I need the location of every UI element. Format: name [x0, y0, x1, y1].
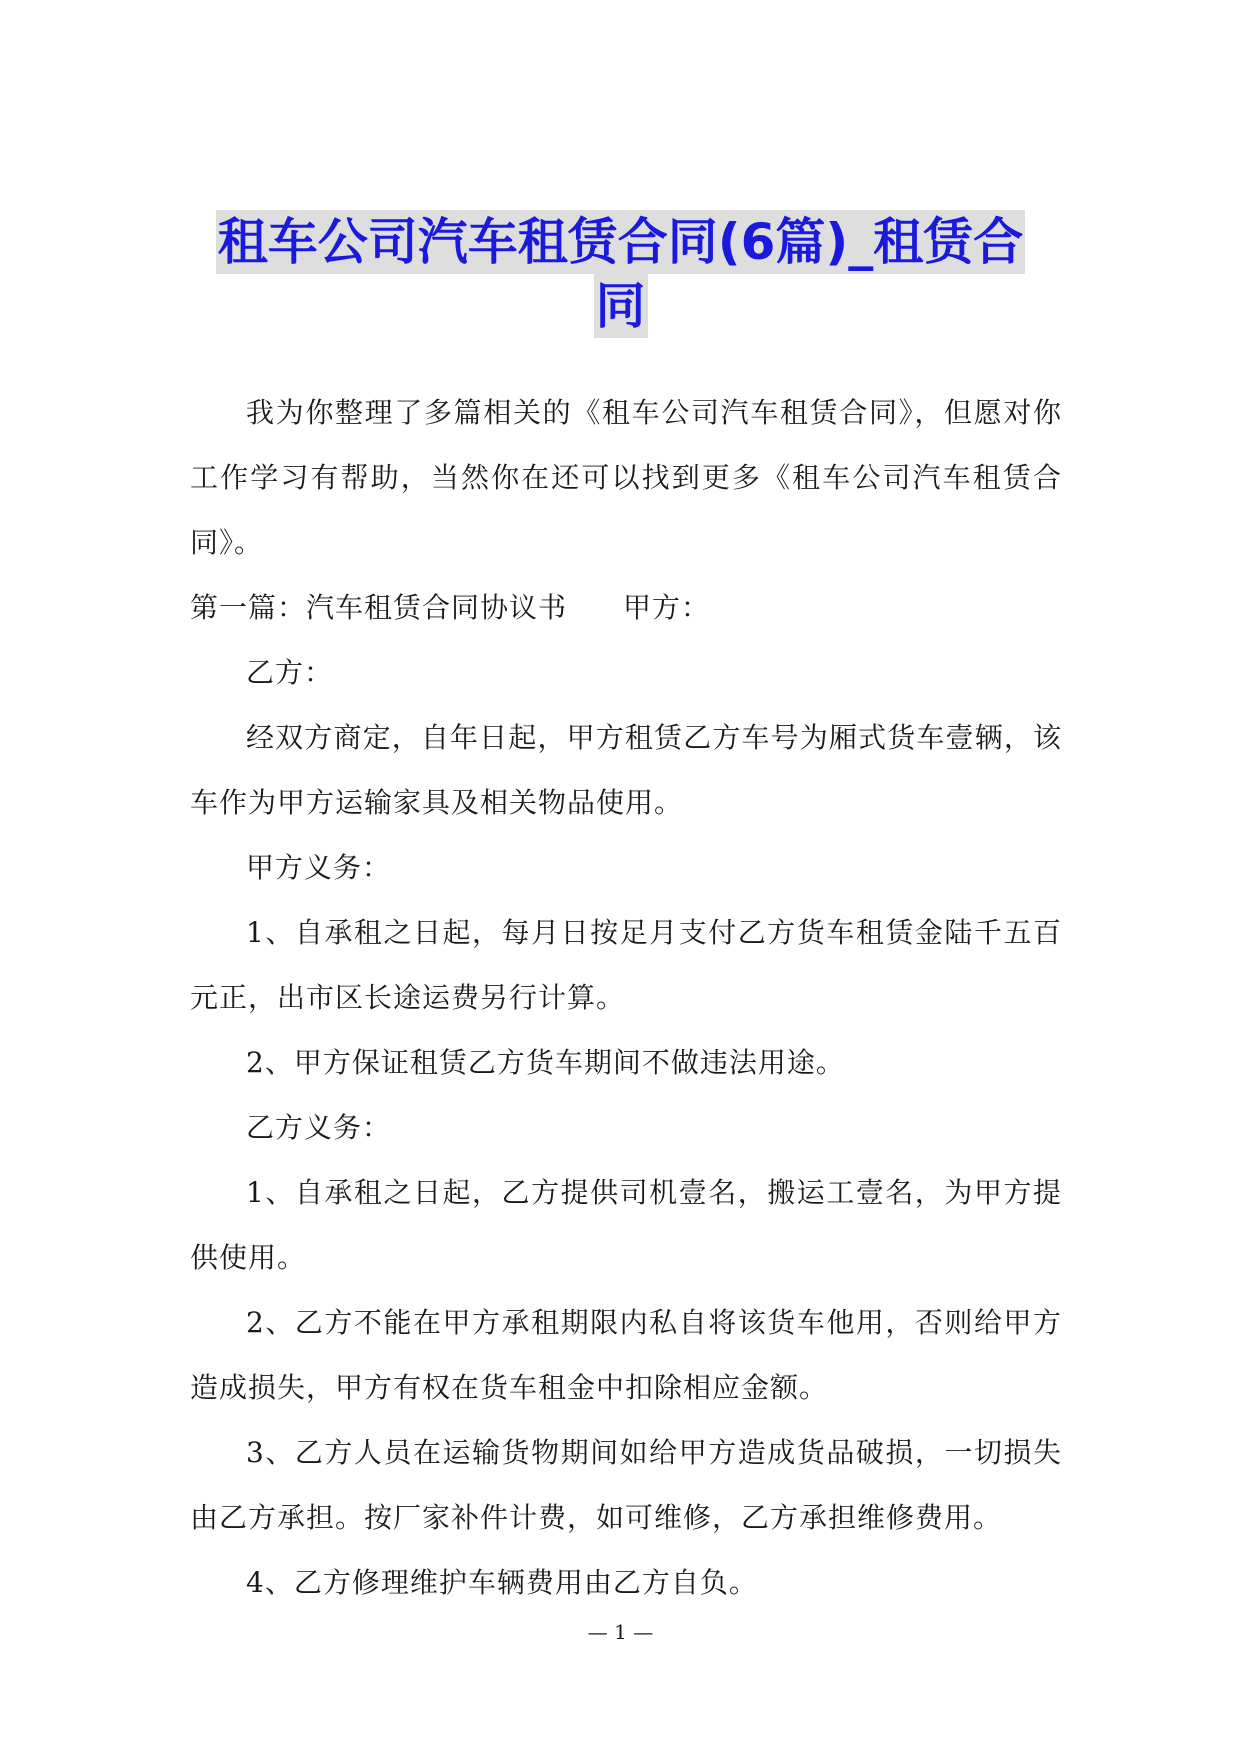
page-number: — 1 — [587, 1620, 654, 1644]
party-a-duties-heading: 甲方义务： [246, 851, 392, 884]
document-title [150, 210, 1091, 338]
title-line-2: 同 [594, 274, 648, 338]
party-a-label: 甲方： [623, 591, 711, 624]
party-b-duty-1: 1、自承租之日起，乙方提供司机壹名，搬运工壹名，为甲方提供使用。 [190, 1176, 1062, 1274]
party-b-duties-heading: 乙方义务： [246, 1111, 392, 1144]
party-b-duty-4: 4、乙方修理维护车辆费用由乙方自负。 [246, 1566, 758, 1599]
agreement-paragraph: 经双方商定，自年日起，甲方租赁乙方车号为厢式货车壹辆，该车作为甲方运输家具及相关物品使用。 [190, 721, 1062, 819]
party-a-duty-1: 1、自承租之日起，每月日按足月支付乙方货车租赁金陆千五百元正，出市区长途运费另行计算。 [190, 916, 1062, 1014]
party-a-duty-2: 2、甲方保证租赁乙方货车期间不做违法用途。 [246, 1046, 845, 1079]
title-line-1: 租车公司汽车租赁合同(6篇)_租赁合 [216, 210, 1026, 274]
party-b-label: 乙方： [246, 656, 334, 689]
section-heading: 第一篇：汽车租赁合同协议书 [190, 591, 568, 624]
intro-paragraph: 我为你整理了多篇相关的《租车公司汽车租赁合同》，但愿对你工作学习有帮助，当然你在还可以找到更多《租车公司汽车租赁合同》。 [190, 396, 1062, 559]
party-b-duty-3: 3、乙方人员在运输货物期间如给甲方造成货品破损，一切损失由乙方承担。按厂家补件计费，如可维修，乙方承担维修费用。 [190, 1436, 1062, 1534]
section-heading-line [190, 575, 1062, 640]
document-body [190, 380, 1062, 1615]
party-b-duty-2: 2、乙方不能在甲方承租期限内私自将该货车他用，否则给甲方造成损失，甲方有权在货车租金中扣除相应金额。 [190, 1306, 1062, 1404]
